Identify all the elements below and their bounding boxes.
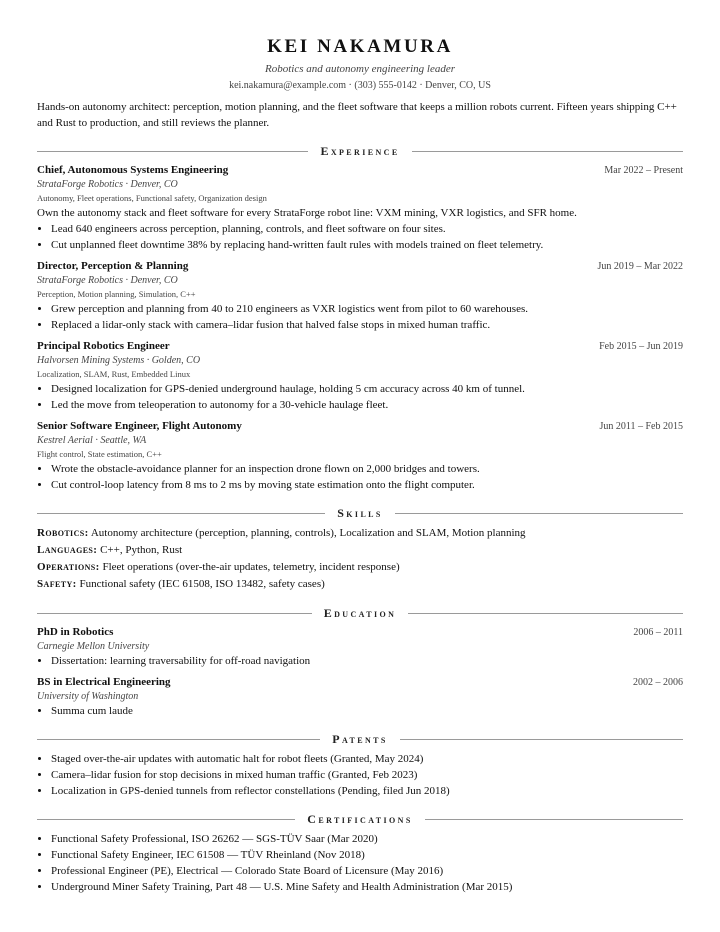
summary: Hands-on autonomy architect: perception, motion planning, and the fleet software that keeps a million robots current. Fifteen years shipping C++ and Rust to production, and still reviews the planner. (37, 101, 677, 129)
section-title: Skills (337, 506, 383, 520)
divider (37, 513, 325, 514)
divider (37, 819, 295, 820)
job-org: Kestrel Aerial · Seattle, WA (37, 435, 147, 446)
skills-list (37, 525, 683, 593)
job-tags: Flight control, State estimation, C++ (37, 449, 162, 459)
section-title: Experience (320, 144, 400, 158)
education-entry (37, 675, 683, 719)
bullet: • Led the move from teleoperation to autonomy for a 30-vehicle haulage fleet. (51, 397, 683, 413)
job-org: StrataForge Robotics · Denver, CO (37, 275, 178, 286)
job-title: Director, Perception & Planning (37, 260, 189, 272)
section-certifications-header (37, 812, 683, 826)
job-title: Principal Robotics Engineer (37, 340, 170, 352)
tagline: Robotics and autonomy engineering leader (264, 63, 456, 75)
job-tags: Perception, Motion planning, Simulation, C++ (37, 289, 196, 299)
experience-entry (37, 259, 683, 333)
divider (395, 513, 683, 514)
contact-line: kei.nakamura@example.com · (303) 555-0142 · Denver, CO, US (229, 80, 491, 91)
school: Carnegie Mellon University (37, 641, 150, 652)
job-org: StrataForge Robotics · Denver, CO (37, 179, 178, 190)
job-bullets (37, 381, 683, 413)
certification-item: • Professional Engineer (PE), Electrical — Colorado State Board of Licensure (May 2016) (51, 863, 683, 879)
degree: PhD in Robotics (37, 626, 114, 638)
divider (37, 151, 308, 152)
divider (412, 151, 683, 152)
patent-item: • Localization in GPS-denied tunnels from reflector constellations (Pending, filed Jun 2018) (51, 783, 683, 799)
certification-item: • Underground Miner Safety Training, Part 48 — U.S. Mine Safety and Health Administration (Mar 2015) (51, 879, 683, 895)
education-bullets (37, 653, 683, 669)
job-tags: Autonomy, Fleet operations, Functional safety, Organization design (37, 193, 267, 203)
education-list (37, 625, 683, 719)
divider (37, 613, 312, 614)
skill-row (37, 576, 683, 593)
section-skills-header (37, 506, 683, 520)
skill-label: Operations: (37, 561, 100, 573)
section-experience-header (37, 144, 683, 158)
divider (37, 739, 320, 740)
job-description: Own the autonomy stack and fleet software for every StrataForge robot line: VXM mining, VXR logistics, and SFR home. (37, 207, 577, 219)
skill-row (37, 542, 683, 559)
bullet: • Cut control-loop latency from 8 ms to 2 ms by moving state estimation onto the flight computer. (51, 477, 683, 493)
experience-list (37, 163, 683, 493)
divider (425, 819, 683, 820)
job-org: Halvorsen Mining Systems · Golden, CO (37, 355, 201, 366)
job-dates: Jun 2011 – Feb 2015 (599, 421, 683, 432)
bullet: • Designed localization for GPS-denied underground haulage, holding 5 cm accuracy across 40 km of tunnel. (51, 381, 683, 397)
bullet: • Wrote the obstacle-avoidance planner for an inspection drone flown on 2,000 bridges and towers. (51, 461, 683, 477)
job-dates: Jun 2019 – Mar 2022 (597, 261, 683, 272)
bullet: • Dissertation: learning traversability for off-road navigation (51, 653, 683, 669)
divider (408, 613, 683, 614)
divider (400, 739, 683, 740)
bullet: • Lead 640 engineers across perception, planning, controls, and fleet software on four sites. (51, 221, 683, 237)
certifications-list (37, 831, 683, 895)
patent-item: • Staged over-the-air updates with automatic halt for robot fleets (Granted, May 2024) (51, 751, 683, 767)
skill-value: Fleet operations (over-the-air updates, telemetry, incident response) (102, 561, 400, 573)
education-entry (37, 625, 683, 669)
certification-item: • Functional Safety Engineer, IEC 61508 — TÜV Rheinland (Nov 2018) (51, 847, 683, 863)
patents-list (37, 751, 683, 799)
skill-label: Languages: (37, 544, 98, 556)
experience-entry (37, 339, 683, 413)
bullet: • Replaced a lidar-only stack with camera–lidar fusion that halved false stops in mixed human traffic. (51, 317, 683, 333)
bullet: • Grew perception and planning from 40 to 210 engineers as VXR logistics went from pilot to 60 warehouses. (51, 301, 683, 317)
section-title: Education (323, 606, 397, 620)
skill-value: Functional safety (IEC 61508, ISO 13482, safety cases) (79, 578, 325, 590)
skill-label: Safety: (37, 578, 77, 590)
candidate-name: KEI NAKAMURA (267, 36, 453, 57)
school: University of Washington (37, 691, 139, 702)
skill-value: Autonomy architecture (perception, planning, controls), Localization and SLAM, Motion planning (90, 527, 526, 539)
experience-entry (37, 163, 683, 253)
job-bullets (37, 461, 683, 493)
section-education-header (37, 606, 683, 620)
skill-row (37, 525, 683, 542)
job-bullets (37, 301, 683, 333)
bullet: • Summa cum laude (51, 703, 683, 719)
education-bullets (37, 703, 683, 719)
section-patents-header (37, 732, 683, 746)
skill-value: C++, Python, Rust (100, 544, 183, 556)
degree: BS in Electrical Engineering (37, 676, 171, 688)
education-dates: 2006 – 2011 (633, 627, 683, 638)
education-dates: 2002 – 2006 (633, 677, 683, 688)
patent-item: • Camera–lidar fusion for stop decisions in mixed human traffic (Granted, Feb 2023) (51, 767, 683, 783)
bullet: • Cut unplanned fleet downtime 38% by replacing hand-written fault rules with models trained on fleet telemetry. (51, 237, 683, 253)
skill-label: Robotics: (37, 527, 89, 539)
section-title: Certifications (307, 812, 413, 826)
job-dates: Mar 2022 – Present (604, 165, 683, 176)
job-tags: Localization, SLAM, Rust, Embedded Linux (37, 369, 191, 379)
skill-row (37, 559, 683, 576)
job-title: Chief, Autonomous Systems Engineering (37, 164, 229, 176)
job-dates: Feb 2015 – Jun 2019 (599, 341, 683, 352)
certification-item: • Functional Safety Professional, ISO 26262 — SGS-TÜV Saar (Mar 2020) (51, 831, 683, 847)
job-bullets (37, 221, 683, 253)
section-title: Patents (332, 732, 388, 746)
experience-entry (37, 419, 683, 493)
job-title: Senior Software Engineer, Flight Autonomy (37, 420, 242, 432)
